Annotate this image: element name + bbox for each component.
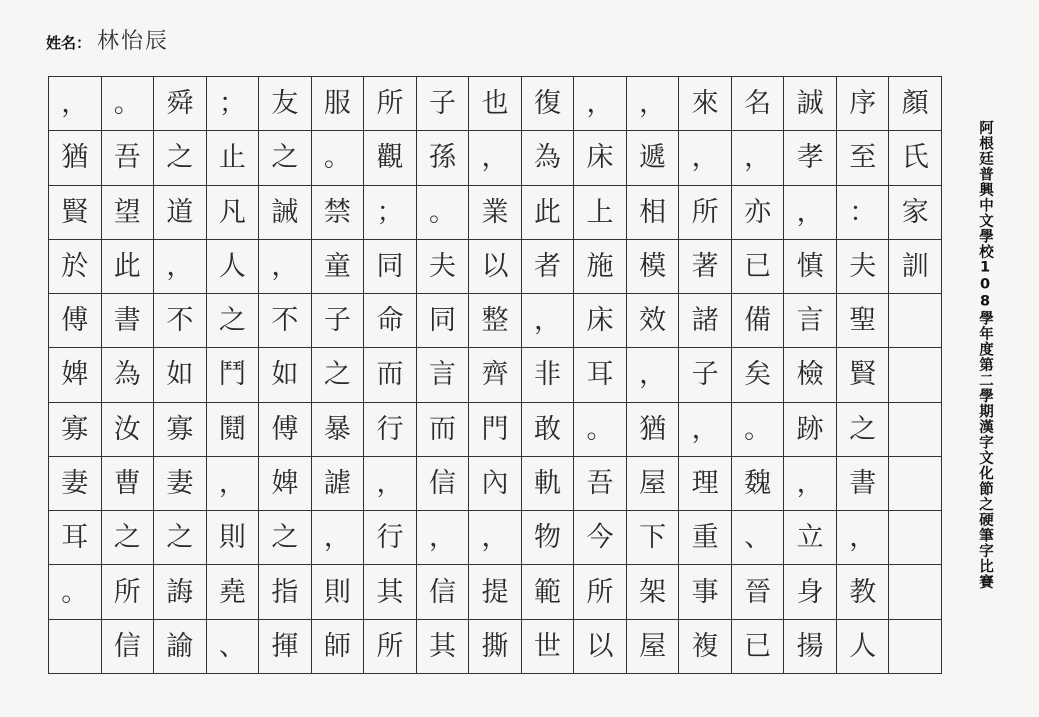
grid-cell: ， [732,131,785,185]
grid-cell: ， [469,511,522,565]
grid-cell: 者 [522,240,575,294]
grid-cell: 跡 [784,403,837,457]
writing-grid [48,76,942,674]
grid-cell: 吾 [102,131,155,185]
grid-cell: 屋 [627,457,680,511]
grid-cell: 重 [679,511,732,565]
grid-cell: 門 [469,403,522,457]
grid-cell: ， [154,240,207,294]
grid-cell: 檢 [784,348,837,402]
grid-cell [889,294,942,348]
grid-cell: 信 [417,565,470,619]
grid-cell: 所 [102,565,155,619]
grid-cell: ， [417,511,470,565]
grid-cell: 提 [469,565,522,619]
grid-cell: 魏 [732,457,785,511]
grid-cell: 效 [627,294,680,348]
grid-cell: 誡 [259,186,312,240]
grid-cell: ， [259,240,312,294]
grid-cell: 之 [312,348,365,402]
grid-cell: 上 [574,186,627,240]
grid-cell: 之 [154,131,207,185]
grid-cell: 信 [102,620,155,674]
grid-cell: 書 [837,457,890,511]
grid-cell: 非 [522,348,575,402]
grid-cell: 信 [417,457,470,511]
grid-cell: 同 [364,240,417,294]
grid-cell: 不 [259,294,312,348]
grid-cell: 氏 [889,131,942,185]
grid-cell: 家 [889,186,942,240]
grid-cell: ， [784,457,837,511]
name-line [46,24,169,55]
grid-cell: 名 [732,77,785,131]
grid-cell: 指 [259,565,312,619]
grid-cell: 齊 [469,348,522,402]
grid-cell: 凡 [207,186,260,240]
grid-cell: 為 [102,348,155,402]
grid-cell: 今 [574,511,627,565]
grid-cell: 人 [207,240,260,294]
grid-cell: ， [837,511,890,565]
grid-cell: 複 [679,620,732,674]
grid-cell: 所 [574,565,627,619]
grid-cell: ， [364,457,417,511]
grid-cell: 曹 [102,457,155,511]
grid-cell: 人 [837,620,890,674]
grid-cell: 子 [679,348,732,402]
grid-cell: 童 [312,240,365,294]
grid-cell: 止 [207,131,260,185]
grid-cell: 施 [574,240,627,294]
grid-cell: 範 [522,565,575,619]
grid-cell: 寡 [154,403,207,457]
grid-cell: 言 [417,348,470,402]
grid-cell: 行 [364,511,417,565]
grid-cell: 之 [102,511,155,565]
grid-cell: 諭 [154,620,207,674]
grid-cell: 復 [522,77,575,131]
grid-cell: 子 [312,294,365,348]
grid-cell: 亦 [732,186,785,240]
grid-cell: ， [627,77,680,131]
grid-cell: 。 [312,131,365,185]
grid-cell: 理 [679,457,732,511]
grid-cell: 世 [522,620,575,674]
grid-cell: 其 [417,620,470,674]
grid-cell: 業 [469,186,522,240]
grid-cell: 鬩 [207,403,260,457]
grid-cell: 整 [469,294,522,348]
grid-cell: 其 [364,565,417,619]
grid-cell: 汝 [102,403,155,457]
grid-cell: 吾 [574,457,627,511]
grid-cell: 也 [469,77,522,131]
grid-cell [889,511,942,565]
grid-cell: 之 [207,294,260,348]
grid-cell: 則 [207,511,260,565]
grid-cell: 誠 [784,77,837,131]
grid-cell: 友 [259,77,312,131]
grid-cell: 軌 [522,457,575,511]
grid-cell: 觀 [364,131,417,185]
grid-cell: 立 [784,511,837,565]
competition-title: 阿根廷普興中文學校108學年度第二學期漢字文化節之硬筆字比賽 [977,120,993,590]
grid-cell: 同 [417,294,470,348]
grid-cell: 慎 [784,240,837,294]
grid-cell: 此 [102,240,155,294]
grid-cell: 子 [417,77,470,131]
grid-cell: 傅 [49,294,102,348]
grid-cell: 於 [49,240,102,294]
grid-cell: 命 [364,294,417,348]
grid-cell: 如 [259,348,312,402]
grid-cell [889,403,942,457]
grid-cell: 已 [732,240,785,294]
grid-cell: 晉 [732,565,785,619]
grid-cell: ， [207,457,260,511]
grid-cell: 為 [522,131,575,185]
grid-cell: ； [207,77,260,131]
grid-cell: 堯 [207,565,260,619]
grid-cell: 著 [679,240,732,294]
grid-cell: 序 [837,77,890,131]
student-name: 林怡辰 [97,29,170,54]
grid-cell: 誨 [154,565,207,619]
grid-cell: 則 [312,565,365,619]
grid-cell: 孝 [784,131,837,185]
grid-cell [889,620,942,674]
grid-cell: 猶 [49,131,102,185]
grid-cell: 禁 [312,186,365,240]
grid-cell: 賢 [837,348,890,402]
grid-cell: 、 [732,511,785,565]
grid-cell: 。 [102,77,155,131]
grid-cell: 孫 [417,131,470,185]
grid-cell: 暴 [312,403,365,457]
grid-cell: ， [784,186,837,240]
grid-cell: 猶 [627,403,680,457]
grid-cell [889,565,942,619]
grid-cell: 所 [364,620,417,674]
grid-cell: 。 [732,403,785,457]
grid-cell: 妻 [49,457,102,511]
grid-cell: ， [574,77,627,131]
grid-cell: 寡 [49,403,102,457]
grid-cell: 教 [837,565,890,619]
grid-cell: ： [837,186,890,240]
name-label: 姓名： [46,34,92,52]
grid-cell: 事 [679,565,732,619]
grid-cell: 內 [469,457,522,511]
grid-cell: 妻 [154,457,207,511]
grid-cell: 遞 [627,131,680,185]
grid-cell: ； [364,186,417,240]
grid-cell: 如 [154,348,207,402]
grid-cell: 望 [102,186,155,240]
grid-cell: 物 [522,511,575,565]
grid-cell: 來 [679,77,732,131]
grid-cell: 揚 [784,620,837,674]
grid-cell: 撕 [469,620,522,674]
grid-cell: 床 [574,294,627,348]
grid-cell: 舜 [154,77,207,131]
grid-cell: 而 [364,348,417,402]
grid-cell: 矣 [732,348,785,402]
grid-cell: 備 [732,294,785,348]
grid-cell: 婢 [259,457,312,511]
grid-cell: 下 [627,511,680,565]
grid-cell: 言 [784,294,837,348]
grid-cell: 架 [627,565,680,619]
grid-cell: ， [679,403,732,457]
grid-cell: 夫 [417,240,470,294]
grid-cell: 已 [732,620,785,674]
grid-cell: 此 [522,186,575,240]
grid-cell: ， [679,131,732,185]
grid-cell: 模 [627,240,680,294]
grid-cell: 聖 [837,294,890,348]
grid-cell: 而 [417,403,470,457]
grid-cell: 以 [469,240,522,294]
grid-cell: ， [627,348,680,402]
grid-cell: 婢 [49,348,102,402]
grid-cell: 夫 [837,240,890,294]
grid-cell: 、 [207,620,260,674]
grid-cell: 鬥 [207,348,260,402]
grid-cell: 師 [312,620,365,674]
grid-cell: 。 [49,565,102,619]
grid-cell: 道 [154,186,207,240]
grid-cell: ， [312,511,365,565]
grid-cell: 不 [154,294,207,348]
grid-cell [889,457,942,511]
grid-cell: 。 [417,186,470,240]
grid-cell: 耳 [574,348,627,402]
grid-cell: 謔 [312,457,365,511]
grid-cell: 訓 [889,240,942,294]
grid-cell: 所 [364,77,417,131]
grid-cell: 至 [837,131,890,185]
grid-cell: 之 [837,403,890,457]
grid-cell: ， [49,77,102,131]
grid-cell: 耳 [49,511,102,565]
grid-cell [49,620,102,674]
grid-cell: 。 [574,403,627,457]
grid-cell: 傅 [259,403,312,457]
grid-cell: ， [522,294,575,348]
grid-cell [889,348,942,402]
grid-cell: 服 [312,77,365,131]
grid-cell: 賢 [49,186,102,240]
grid-cell: 諸 [679,294,732,348]
grid-cell: ， [469,131,522,185]
grid-cell: 行 [364,403,417,457]
grid-cell: 所 [679,186,732,240]
grid-cell: 床 [574,131,627,185]
grid-cell: 書 [102,294,155,348]
grid-cell: 揮 [259,620,312,674]
grid-cell: 屋 [627,620,680,674]
grid-cell: 之 [259,131,312,185]
grid-cell: 之 [154,511,207,565]
grid-cell: 相 [627,186,680,240]
grid-cell: 敢 [522,403,575,457]
grid-cell: 以 [574,620,627,674]
grid-cell: 之 [259,511,312,565]
grid-cell: 身 [784,565,837,619]
grid-cell: 顏 [889,77,942,131]
